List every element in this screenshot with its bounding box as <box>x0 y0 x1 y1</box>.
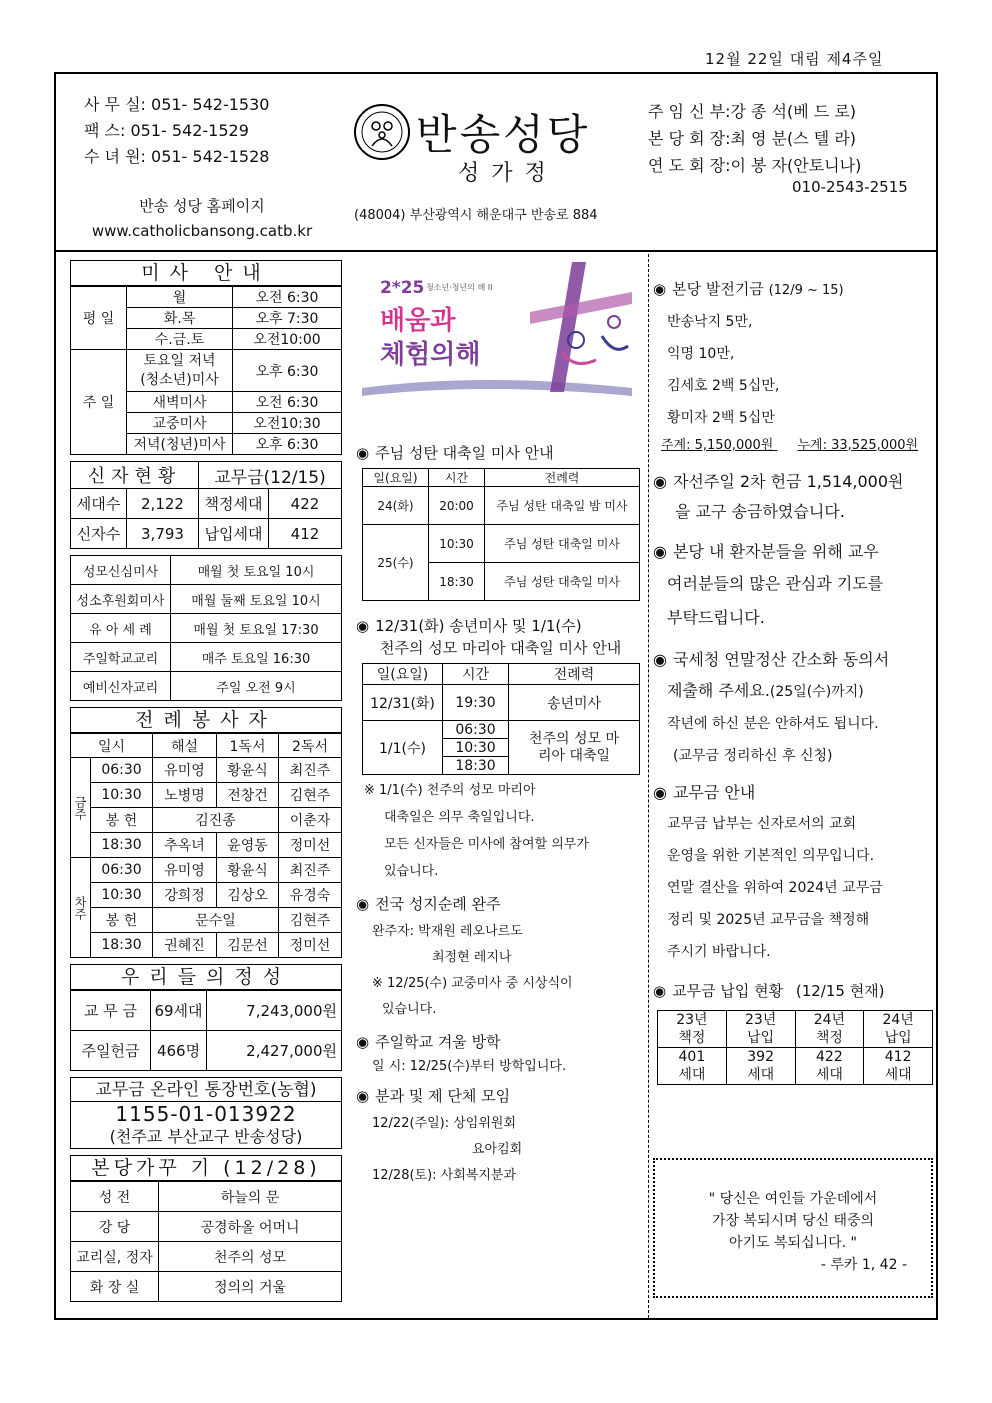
staff-list <box>648 98 861 179</box>
text-line: 완주자: 박재원 레오나르도 <box>372 924 523 939</box>
note-line: ※ 1/1(수) 천주의 성모 마리아 <box>364 783 536 798</box>
charity-title: 자선주일 2차 헌금 1,514,000원 <box>672 472 904 491</box>
table-cell: 이춘자 <box>279 808 342 833</box>
newyear-title1: 12/31(화) 송년미사 및 1/1(수) <box>375 617 582 635</box>
meetings-body <box>356 1111 640 1189</box>
tithe-status <box>649 968 936 1085</box>
pilgrimage-title: 전국 성지순례 완주 <box>375 895 501 913</box>
note-line: 모든 신자들은 미사에 참여할 의무가 <box>384 837 589 852</box>
text-line: 최정현 레지나 <box>432 950 512 965</box>
table-header: 일(요일) <box>363 664 443 685</box>
sunday-school-line: 일 시: 12/25(수)부터 방학입니다. <box>372 1059 567 1074</box>
tax-line1: 제출해 주세요. <box>667 681 770 700</box>
decor-title: 본당가꾸 기 (12/28) <box>70 1155 342 1181</box>
table-cell: 책정세대 <box>199 489 269 519</box>
fund-total: 주계: 5,150,000원 <box>661 438 774 453</box>
table-header: 시간 <box>429 469 485 487</box>
table-header: 1독서 <box>217 734 279 758</box>
fund-title: 본당 발전기금 <box>672 280 764 298</box>
table-row <box>71 1272 342 1302</box>
account-box <box>70 1077 342 1149</box>
christmas-heading <box>356 442 640 464</box>
middle-column <box>356 260 640 1197</box>
patients-body <box>653 567 936 635</box>
banner-small: 청소년·청년의 해 II <box>426 283 493 292</box>
table-cell: 10:30 <box>429 525 485 563</box>
table-cell: 412 <box>269 519 342 549</box>
patients-notice <box>649 527 936 635</box>
pilgrimage-body <box>356 919 640 1023</box>
table-cell: 유 아 세 례 <box>71 614 171 643</box>
table-cell: 납입세대 <box>199 519 269 549</box>
table-row <box>71 519 342 549</box>
table-row <box>71 883 342 908</box>
table-cell: 정의의 거울 <box>159 1272 342 1302</box>
table-row <box>363 685 640 721</box>
bullet-icon: ◉ <box>356 444 370 462</box>
newyear-note <box>356 777 640 885</box>
table-row <box>363 721 640 739</box>
table-header: 2독서 <box>279 734 342 758</box>
sunday-school-heading <box>356 1031 640 1053</box>
fund-list <box>653 306 936 434</box>
liturgy-table <box>70 733 342 958</box>
table-cell: 오전 6:30 <box>233 392 342 413</box>
fund-cumulative: 누계: 33,525,000원 <box>797 438 919 453</box>
table-cell: 주님 성탄 대축일 미사 <box>485 563 640 601</box>
sunday-label: 주 일 <box>71 350 127 455</box>
table-cell: 69세대 <box>151 991 207 1031</box>
table-cell: 오후 7:30 <box>233 308 342 329</box>
this-week-label: 금주 <box>71 758 91 858</box>
table-cell: 천주의 성모 <box>159 1242 342 1272</box>
text-line: (교무금 정리하신 후 신청) <box>673 748 833 764</box>
table-cell: 공경하올 어머니 <box>159 1212 342 1242</box>
quote-line: 아기도 복되십니다. " <box>729 1235 857 1251</box>
newyear-heading <box>356 615 640 637</box>
table-cell: 권혜진 <box>153 933 217 958</box>
table-cell: 24(화) <box>363 487 429 525</box>
table-cell: 최진주 <box>279 758 342 783</box>
text-line: 있습니다. <box>382 1002 437 1017</box>
bullet-icon: ◉ <box>653 542 667 561</box>
fund-item: 익명 10만, <box>667 346 735 362</box>
patients-title: 본당 내 환자분들을 위해 교우 <box>672 542 879 561</box>
mass-guide-table <box>70 286 342 455</box>
table-cell: 18:30 <box>91 833 153 858</box>
table-cell: 김진종 <box>153 808 279 833</box>
pilgrimage-section <box>356 893 640 1023</box>
table-cell: 18:30 <box>429 563 485 601</box>
table-cell: 06:30 <box>91 858 153 883</box>
account-title: 교무금 온라인 통장번호(농협) <box>71 1078 341 1102</box>
believers-table <box>70 461 342 549</box>
prayer-president: 연 도 회 장:이 봉 자(안토니나) <box>648 156 862 175</box>
youth-year-banner <box>362 260 634 400</box>
table-header: 일시 <box>71 734 153 758</box>
table-cell: 오후 6:30 <box>233 350 342 392</box>
church-address: (48004) 부산광역시 해운대구 반송로 884 <box>354 208 598 223</box>
table-header: 해설 <box>153 734 217 758</box>
table-cell: 황윤식 <box>217 758 279 783</box>
table-cell: 저녁(청년)미사 <box>127 434 233 455</box>
note-line: 대축일은 의무 축일입니다. <box>384 810 535 825</box>
table-cell: 성소후원회미사 <box>71 585 171 614</box>
scripture-quote <box>653 1158 933 1298</box>
tithe-status-heading <box>653 980 936 1002</box>
text-line: 연말 결산을 위하여 2024년 교무금 <box>667 880 883 896</box>
bullet-icon: ◉ <box>356 1033 370 1051</box>
table-cell: 466명 <box>151 1031 207 1071</box>
bullet-icon: ◉ <box>356 617 370 635</box>
christmas-title: 주님 성탄 대축일 미사 안내 <box>375 444 554 462</box>
table-cell: 422 세대 <box>795 1048 864 1085</box>
table-cell: 주일학교교리 <box>71 643 171 672</box>
liturgy-title: 전례봉사자 <box>70 707 342 733</box>
table-cell: 2,427,000원 <box>207 1031 342 1071</box>
decor-table <box>70 1181 342 1302</box>
tithe-status-date: (12/15 현재) <box>795 982 885 1000</box>
tax-body <box>653 675 936 772</box>
charity-line: 을 교구 송금하였습니다. <box>675 502 845 521</box>
meetings-section <box>356 1085 640 1189</box>
table-cell: 12/31(화) <box>363 685 443 721</box>
homepage-block <box>70 194 334 244</box>
text-line: 여러분들의 많은 관심과 기도를 <box>667 574 884 593</box>
table-cell: 최진주 <box>279 858 342 883</box>
table-cell: 1/1(수) <box>363 721 443 775</box>
table-cell: 성 전 <box>71 1182 159 1212</box>
table-row <box>71 585 342 614</box>
text-line: 12/22(주일): 상임위원회 <box>372 1116 517 1131</box>
table-row <box>363 469 640 487</box>
table-row <box>363 525 640 563</box>
tax-deadline: (25일(수)까지) <box>769 684 864 700</box>
table-row <box>71 1242 342 1272</box>
believers-title: 신자현황 <box>71 462 199 489</box>
table-row <box>658 1011 933 1048</box>
bullet-icon: ◉ <box>356 895 370 913</box>
table-cell: 김상오 <box>217 883 279 908</box>
table-cell: 봉 헌 <box>91 808 153 833</box>
table-row <box>71 758 342 783</box>
text-line: 정리 및 2025년 교무금을 책정해 <box>667 912 870 928</box>
fund-period: (12/9 ~ 15) <box>768 283 844 298</box>
account-holder: (천주교 부산교구 반송성당) <box>109 1127 303 1146</box>
table-cell: 천주의 성모 마리아 대축일 <box>509 721 640 775</box>
table-cell: 18:30 <box>443 757 509 775</box>
church-name: 반송성당 <box>416 110 591 159</box>
table-cell: 10:30 <box>443 739 509 757</box>
table-row <box>71 614 342 643</box>
banner-year: 2*25 <box>380 278 425 298</box>
tithe-guide-title: 교무금 안내 <box>672 783 756 802</box>
bullet-icon: ◉ <box>653 982 667 1000</box>
table-cell: 강 당 <box>71 1212 159 1242</box>
table-header: 전례력 <box>485 469 640 487</box>
text-line: 부탁드립니다. <box>667 608 765 627</box>
bullet-icon: ◉ <box>653 280 667 298</box>
tithe-status-title: 교무금 납입 현황 <box>672 982 784 1000</box>
table-cell: 유경숙 <box>279 883 342 908</box>
table-row <box>71 833 342 858</box>
table-header: 시간 <box>443 664 509 685</box>
bullet-icon: ◉ <box>653 783 667 802</box>
table-cell: 오전10:30 <box>233 413 342 434</box>
table-cell: 7,243,000원 <box>207 991 342 1031</box>
table-cell: 20:00 <box>429 487 485 525</box>
patients-heading <box>653 541 936 563</box>
table-cell: 오후 6:30 <box>233 434 342 455</box>
meetings-title: 분과 및 제 단체 모임 <box>375 1087 511 1105</box>
table-cell: 김문선 <box>217 933 279 958</box>
table-row <box>71 350 342 392</box>
tithe-guide-body <box>653 808 936 968</box>
table-cell: 교 무 금 <box>71 991 151 1031</box>
left-column <box>70 260 342 1302</box>
text-line: 교무금 납부는 신자로서의 교회 <box>667 816 857 832</box>
table-cell: 전창건 <box>217 783 279 808</box>
table-cell: 매주 토요일 16:30 <box>171 643 342 672</box>
bulletin-header <box>56 74 936 252</box>
quote-source: - 루카 1, 42 - <box>820 1257 907 1273</box>
christmas-table <box>362 468 640 601</box>
table-cell: 교리실, 정자 <box>71 1242 159 1272</box>
table-row <box>71 556 342 585</box>
meetings-heading <box>356 1085 640 1107</box>
table-cell: 강희정 <box>153 883 217 908</box>
table-cell: 매월 첫 토요일 10시 <box>171 556 342 585</box>
right-column <box>648 254 936 1318</box>
table-cell: 매월 둘째 토요일 10시 <box>171 585 342 614</box>
parish-president: 본 당 회 장:최 영 분(스 텔 라) <box>648 129 857 148</box>
table-row <box>71 489 342 519</box>
tithe-status-table <box>657 1010 933 1085</box>
sunday-school-title: 주일학교 겨울 방학 <box>375 1033 501 1051</box>
staff-phone: 010-2543-2515 <box>792 178 908 196</box>
table-cell: 노병명 <box>153 783 217 808</box>
table-cell: 3,793 <box>127 519 199 549</box>
bulletin-frame <box>54 72 938 1320</box>
table-header: 23년 납입 <box>726 1011 795 1048</box>
table-header: 24년 책정 <box>795 1011 864 1048</box>
table-cell: 김현주 <box>279 908 342 933</box>
sincerity-title: 우리들의정성 <box>70 964 342 990</box>
table-cell: 10:30 <box>91 883 153 908</box>
account-number: 1155-01-013922 <box>115 1102 297 1126</box>
tithe-title: 교무금(12/15) <box>199 462 342 489</box>
table-cell: 교중미사 <box>127 413 233 434</box>
quote-line: " 당신은 여인들 가운데에서 <box>708 1191 878 1207</box>
table-cell: 황윤식 <box>217 858 279 883</box>
contact-list <box>84 92 269 170</box>
sincerity-table <box>70 990 342 1071</box>
text-line: 운영을 위한 기본적인 의무입니다. <box>667 848 875 864</box>
table-row <box>71 783 342 808</box>
table-header: 24년 납입 <box>864 1011 933 1048</box>
tax-heading <box>653 649 936 671</box>
table-cell: 세대수 <box>71 489 127 519</box>
weekday-label: 평 일 <box>71 287 127 350</box>
table-cell: 정미선 <box>279 933 342 958</box>
newyear-table <box>362 663 640 775</box>
table-cell: 매월 첫 토요일 17:30 <box>171 614 342 643</box>
table-cell: 신자수 <box>71 519 127 549</box>
table-row <box>71 287 342 308</box>
table-row <box>71 1212 342 1242</box>
bullet-icon: ◉ <box>356 1087 370 1105</box>
table-cell: 오전 6:30 <box>233 287 342 308</box>
table-cell: 2,122 <box>127 489 199 519</box>
table-row <box>71 462 342 489</box>
newyear-section <box>356 615 640 885</box>
table-cell: 유미영 <box>153 758 217 783</box>
church-logo-icon <box>352 102 412 162</box>
fund-totals <box>653 434 936 453</box>
table-cell: 정미선 <box>279 833 342 858</box>
text-line: 12/28(토): 사회복지분과 <box>372 1168 517 1183</box>
table-cell: 김현주 <box>279 783 342 808</box>
christmas-section <box>356 442 640 601</box>
table-cell: 유미영 <box>153 858 217 883</box>
table-cell: 송년미사 <box>509 685 640 721</box>
table-cell: 예비신자교리 <box>71 672 171 701</box>
schedule-table <box>70 555 342 701</box>
tax-title: 국세청 연말정산 간소화 동의서 <box>672 650 890 669</box>
table-cell: 주님 성탄 대축일 미사 <box>485 525 640 563</box>
table-cell: 10:30 <box>91 783 153 808</box>
homepage-url[interactable]: www.catholicbansong.catb.kr <box>91 222 313 240</box>
table-cell: 하늘의 문 <box>159 1182 342 1212</box>
banner-line1: 배움과 <box>380 306 456 336</box>
table-row <box>71 1031 342 1071</box>
table-header: 23년 책정 <box>658 1011 727 1048</box>
table-cell: 06:30 <box>91 758 153 783</box>
pastor: 주 임 신 부:강 종 석(베 드 로) <box>648 102 857 121</box>
table-cell: 문수일 <box>153 908 279 933</box>
homepage-label: 반송 성당 홈페이지 <box>139 197 265 215</box>
newyear-title2: 천주의 성모 마리아 대축일 미사 안내 <box>380 639 622 657</box>
table-cell: 392 세대 <box>726 1048 795 1085</box>
table-cell: 422 <box>269 489 342 519</box>
text-line: 작년에 하신 분은 안하셔도 됩니다. <box>667 716 879 732</box>
banner-line2: 체험의해 <box>380 340 481 370</box>
date-line: 12월 22일 대림 제4주일 <box>705 50 884 68</box>
note-line: 있습니다. <box>384 864 439 879</box>
table-row <box>71 991 342 1031</box>
table-cell: 주님 성탄 대축일 밤 미사 <box>485 487 640 525</box>
table-cell: 412 세대 <box>864 1048 933 1085</box>
office-phone: 사 무 실: 051- 542-1530 <box>84 95 270 114</box>
table-header: 일(요일) <box>363 469 429 487</box>
tax-notice <box>649 635 936 772</box>
text-line: 주시기 바랍니다. <box>667 944 771 960</box>
table-cell: 봉 헌 <box>91 908 153 933</box>
mass-guide-title: 미사 안내 <box>70 260 342 286</box>
table-cell: 오전10:00 <box>233 329 342 350</box>
fund-item: 반송낙지 5만, <box>667 314 753 330</box>
fax-number: 팩 스: 051- 542-1529 <box>84 121 249 140</box>
tithe-guide <box>649 772 936 968</box>
tithe-guide-heading <box>653 782 936 804</box>
table-cell: 토요일 저녁 (청소년)미사 <box>127 350 233 392</box>
table-cell: 주일 오전 9시 <box>171 672 342 701</box>
next-week-label: 차주 <box>71 858 91 958</box>
charity-notice <box>649 453 936 527</box>
table-cell: 윤영동 <box>217 833 279 858</box>
church-subtitle: 성가정 <box>458 161 558 186</box>
table-cell: 25(수) <box>363 525 429 601</box>
table-cell: 주일헌금 <box>71 1031 151 1071</box>
fund-heading <box>653 278 936 302</box>
table-cell: 수.금.토 <box>127 329 233 350</box>
table-cell: 월 <box>127 287 233 308</box>
table-cell: 401 세대 <box>658 1048 727 1085</box>
text-line: ※ 12/25(수) 교중미사 중 시상식이 <box>372 976 573 991</box>
fund-item: 황미자 2백 5십만 <box>667 410 775 426</box>
table-cell: 06:30 <box>443 721 509 739</box>
table-cell: 성모신심미사 <box>71 556 171 585</box>
table-row <box>71 933 342 958</box>
table-header: 전례력 <box>509 664 640 685</box>
table-cell: 추옥녀 <box>153 833 217 858</box>
fund-item: 김세호 2백 5십만, <box>667 378 780 394</box>
table-row <box>71 858 342 883</box>
table-row <box>71 808 342 833</box>
bullet-icon: ◉ <box>653 650 667 669</box>
table-cell: 새벽미사 <box>127 392 233 413</box>
table-cell: 18:30 <box>91 933 153 958</box>
convent-phone: 수 녀 원: 051- 542-1528 <box>84 147 270 166</box>
table-row <box>363 664 640 685</box>
table-row <box>71 672 342 701</box>
sunday-school-section <box>356 1031 640 1077</box>
quote-line: 가장 복되시며 당신 태중의 <box>711 1213 875 1229</box>
table-row <box>71 734 342 758</box>
text-line <box>667 675 936 708</box>
table-cell: 화 장 실 <box>71 1272 159 1302</box>
table-row <box>71 643 342 672</box>
table-row <box>71 1182 342 1212</box>
pilgrimage-heading <box>356 893 640 915</box>
table-cell: 화.목 <box>127 308 233 329</box>
charity-heading <box>653 471 936 493</box>
bullet-icon: ◉ <box>653 472 667 491</box>
table-row <box>658 1048 933 1085</box>
text-line: 요아킴회 <box>472 1142 523 1157</box>
table-cell: 19:30 <box>443 685 509 721</box>
table-row <box>363 487 640 525</box>
table-row <box>71 908 342 933</box>
fund-section <box>649 254 936 453</box>
